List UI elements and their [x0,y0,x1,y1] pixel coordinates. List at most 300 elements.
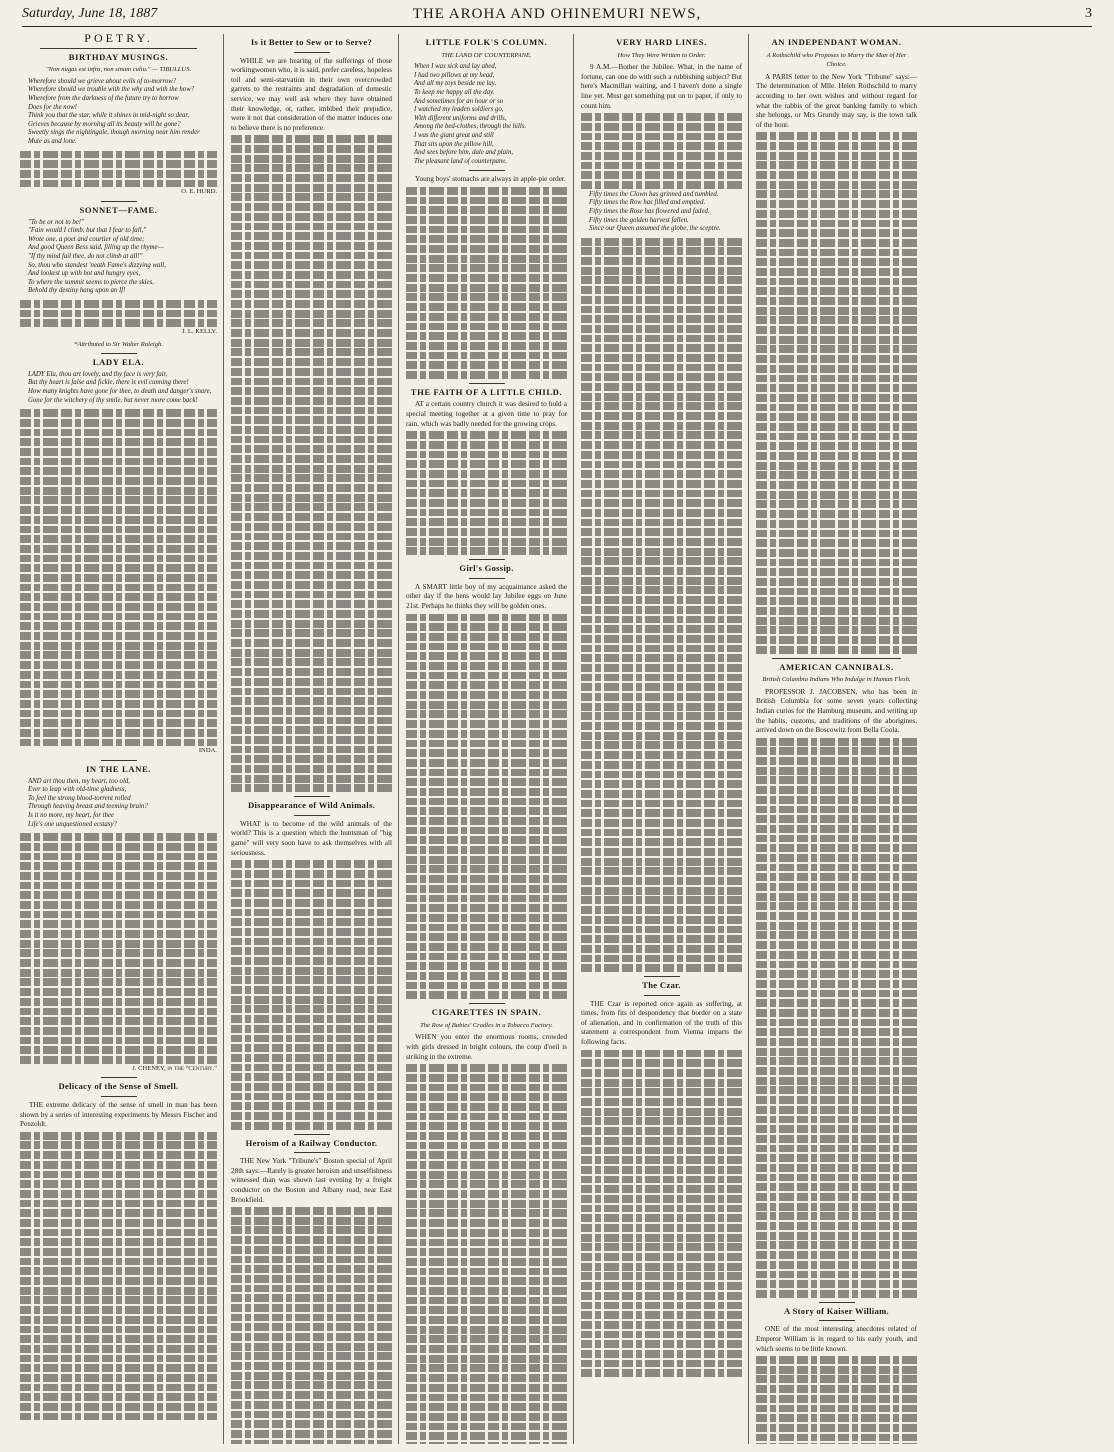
text-line [231,474,392,482]
divider [294,796,330,797]
text-line [581,1185,742,1193]
text-line [231,397,392,405]
text-line [756,1067,917,1075]
text-line [20,1180,217,1188]
article-lead: PROFESSOR J. JACOBSEN, who has been in British Columbia for some seven years collecting Indian curios for the Hamburg museum, and writing up the habits, customs, and traditions of the aborigines, arrived down on the Boscowitz from Bella Coola. [756,687,917,735]
text-line [231,1217,392,1225]
text-line [581,596,742,604]
text-line [20,1277,217,1285]
text-line [756,1028,917,1036]
text-line [20,1374,217,1382]
article-title: Disappearance of Wild Animals. [247,800,376,811]
text-line [406,1190,567,1198]
text-line [231,145,392,153]
text-line [406,1326,567,1334]
text-line [406,460,567,468]
text-line [581,181,742,189]
text-line [231,1207,392,1215]
text-line [581,1069,742,1077]
text-line [231,281,392,289]
text-line [756,796,917,804]
text-line [231,1440,392,1444]
text-line [231,1256,392,1264]
text-line [756,980,917,988]
text-line [406,1287,567,1295]
text-line [406,943,567,951]
text-line [756,181,917,189]
text-line [756,220,917,228]
text-line [406,1394,567,1402]
text-line [231,135,392,143]
divider [294,815,330,816]
article-lead: ONE of the most interesting anecdotes related of Emperor William is in regard to his early youth, and which seems to be little known. [756,1325,917,1353]
text-line [231,1102,392,1110]
text-line [756,617,917,625]
text-line [406,1258,567,1266]
text-line [756,500,917,508]
text-line [756,1241,917,1249]
text-line [231,1054,392,1062]
text-line [231,416,392,424]
text-line [756,190,917,198]
column-4 [573,34,748,1444]
text-line [756,423,917,431]
text-line [231,591,392,599]
text-line [756,747,917,755]
text-line [581,683,742,691]
text-line [756,336,917,344]
text-line [756,1232,917,1240]
page-number: 3 [1085,6,1092,21]
text-line [406,633,567,641]
text-line [406,1403,567,1411]
text-line [756,912,917,920]
text-line [581,1292,742,1300]
text-line [581,1098,742,1106]
text-line [406,489,567,497]
text-line [406,1200,567,1208]
text-line [231,358,392,366]
text-line [20,1141,217,1149]
text-line [756,1443,917,1444]
text-line [20,700,217,708]
text-line [20,862,217,870]
divider [101,353,137,354]
text-line [20,1027,217,1035]
text-line [581,1117,742,1125]
text-line [581,1331,742,1339]
text-line [406,914,567,922]
text-line [406,720,567,728]
article-title: Heroism of a Railway Conductor. [245,1137,378,1148]
divider [469,1003,505,1004]
text-line [581,916,742,924]
text-line [756,1261,917,1269]
text-line [406,662,567,670]
text-line [581,123,742,131]
divider [294,52,330,53]
poem-text: LADY Ela, thou art lovely, and thy face is very fair, But thy heart is false and fickle, there is evil cunning there! How many knights have gone for thee, to death and danger's snare, Gone for the witchery of thy smile, but never more come back! [28,370,212,404]
text-line [406,614,567,622]
text-line [581,499,742,507]
text-line [231,184,392,192]
text-line [231,494,392,502]
text-line [20,1037,217,1045]
text-line [581,848,742,856]
text-line [231,329,392,337]
text-line [406,274,567,282]
text-line [231,736,392,744]
text-line [231,688,392,696]
divider [294,1134,330,1135]
text-line [756,1086,917,1094]
text-line [581,538,742,546]
text-line [406,788,567,796]
text-line [406,1384,567,1392]
text-line [231,765,392,773]
text-line [406,1142,567,1150]
text-line [581,548,742,556]
text-line [406,226,567,234]
masthead [22,4,1092,27]
text-line [20,1056,217,1064]
article-lead: WHEN you enter the enormous rooms, crowded with girls dressed in bright colours, the coup d'oeil is striking in the extreme. [406,1033,567,1061]
text-line [756,1212,917,1220]
text-line [581,441,742,449]
text-line [406,1161,567,1169]
text-line [756,1057,917,1065]
text-line [756,1077,917,1085]
divider [469,559,505,560]
text-line [581,1224,742,1232]
text-line [20,535,217,543]
text-line [20,1413,217,1421]
text-line [756,1366,917,1374]
text-line [406,441,567,449]
article-title: The Czar. [642,980,681,991]
text-line [756,316,917,324]
text-line [756,990,917,998]
text-line [581,926,742,934]
poem-text: "To be or not to be!" "Fain would I climb, but that I fear to fall," Wrote one, a poet and courtier of old time; And good Queen Bess said, filling up the rhyme— "If thy mind fail thee, do not climb at all!" So, thou who standest 'neath Fame's dizzying wall, And lookest up with hot and hungry eyes, To where the summit seems to pierce the skies, Behold thy destiny hang upon an If! [28,218,166,295]
text-line [406,323,567,331]
text-line [231,629,392,637]
text-line [20,969,217,977]
text-line [581,315,742,323]
text-line [231,1226,392,1234]
text-line [581,1176,742,1184]
text-line [231,600,392,608]
text-line [406,1374,567,1382]
text-line [20,690,217,698]
text-line [581,1311,742,1319]
text-line [756,864,917,872]
text-line [231,562,392,570]
text-line [20,1008,217,1016]
text-line [756,1405,917,1413]
text-line [20,1209,217,1217]
text-line [406,431,567,439]
text-line [231,348,392,356]
text-line [581,1108,742,1116]
text-line [406,264,567,272]
text-line [406,1297,567,1305]
text-line [756,152,917,160]
text-line [581,896,742,904]
text-line [581,325,742,333]
article-title: Delicacy of the Sense of Smell. [58,1081,179,1092]
text-line [581,1253,742,1261]
text-line [20,603,217,611]
text-line [581,761,742,769]
text-line [406,284,567,292]
text-line [756,132,917,140]
text-line [20,458,217,466]
text-line [20,300,217,308]
text-line [756,578,917,586]
issue-date: Saturday, June 18, 1887 [22,6,158,21]
text-line [756,326,917,334]
text-line [581,267,742,275]
poem-author: J. L. KELLY. [182,328,217,336]
poem-text: When I was sick and lay abed, I had two pillows at my head, And all my toys beside me lay, To keep me happy all the day. And sometimes for an hour or so I watched my leaden soldiers go, With different uniforms and drills, Among the bed-clothes, through the hills. I was the giant great and still That sits upon the pillow hill, And sees before him, dale and plain, The pleasant land of counterpane. [414,63,527,165]
text-line [756,767,917,775]
text-line [581,1321,742,1329]
article-title: AN INDEPENDANT WOMAN. [771,37,902,47]
text-line [406,875,567,883]
text-line [756,1193,917,1201]
text-line [20,1306,217,1314]
text-line [231,1362,392,1370]
text-line [20,843,217,851]
text-line [406,518,567,526]
article-subtitle: THE LAND OF COUNTERPANE. [441,51,532,59]
text-line [756,757,917,765]
text-line [20,1335,217,1343]
text-line [20,920,217,928]
text-line [581,1059,742,1067]
text-line [20,1384,217,1392]
text-line [406,1064,567,1072]
divider [101,201,137,202]
text-line [581,1350,742,1358]
text-line [20,1161,217,1169]
text-line [231,928,392,936]
text-line [20,1393,217,1401]
text-line [20,467,217,475]
text-line [231,368,392,376]
text-line [20,448,217,456]
text-line [756,597,917,605]
text-line [231,1304,392,1312]
text-line [581,567,742,575]
divider [469,383,505,384]
text-line [231,610,392,618]
text-line [406,1248,567,1256]
poem-title: SONNET—FAME. [79,204,158,215]
text-line [581,247,742,255]
text-line [406,672,567,680]
poem-title: IN THE LANE. [85,764,152,775]
text-line [406,1084,567,1092]
text-line [756,249,917,257]
text-line [756,1116,917,1124]
text-line [581,800,742,808]
text-line [406,759,567,767]
text-line [756,1009,917,1017]
text-line [20,477,217,485]
text-line [231,1005,392,1013]
text-line [581,296,742,304]
text-line [406,197,567,205]
text-line [231,639,392,647]
article-lead: THE New York "Tribune's" Boston special of April 28th says:—Rarely is greater heroism and unselfishness witnessed than was shown last evening by a freight conductor on the Boston and Albany road, near East Brookfield. [231,1157,392,1204]
column-3 [398,34,573,1444]
text-line [756,1280,917,1288]
text-line [231,232,392,240]
text-line [756,287,917,295]
text-line [20,1046,217,1054]
poetry-section-heading: POETRY. [84,34,153,45]
text-line [20,1267,217,1275]
text-line [20,1316,217,1324]
text-line [406,933,567,941]
column-5 [748,34,923,1444]
text-line [756,142,917,150]
text-line [581,906,742,914]
text-line [581,1272,742,1280]
text-line [406,740,567,748]
text-line [756,1375,917,1383]
text-line [406,1442,567,1444]
text-line [581,616,742,624]
article-title: THE FAITH OF A LITTLE CHILD. [410,386,563,397]
text-line [406,1171,567,1179]
text-line [406,480,567,488]
text-line [756,413,917,421]
text-line [20,1190,217,1198]
text-line [20,1326,217,1334]
text-line [756,520,917,528]
text-line [756,1106,917,1114]
text-line [581,732,742,740]
text-line [20,1345,217,1353]
text-line [231,261,392,269]
text-line [756,1424,917,1432]
article-lead: Young boys' stomachs are always in apple-pie order. [415,175,566,184]
text-line [756,491,917,499]
text-line [231,174,392,182]
text-line [581,577,742,585]
text-line [581,344,742,352]
text-line [406,342,567,350]
poem-title: BIRTHDAY MUSINGS. [68,51,169,62]
article-title: A Story of Kaiser William. [784,1305,889,1316]
text-line [581,1156,742,1164]
text-line [756,452,917,460]
text-line [581,964,742,972]
text-line [20,622,217,630]
text-line [581,142,742,150]
text-line [231,707,392,715]
text-line [406,293,567,301]
text-line [231,957,392,965]
text-line [581,741,742,749]
text-line [756,951,917,959]
text-line [406,255,567,263]
text-line [756,607,917,615]
divider [101,760,137,761]
text-line [756,873,917,881]
text-line [581,867,742,875]
text-line [406,962,567,970]
text-line [406,807,567,815]
text-line [406,303,567,311]
divider [101,1077,137,1078]
text-line [231,870,392,878]
text-line [581,152,742,160]
text-line [581,113,742,121]
text-line [20,1248,217,1256]
text-line [231,1333,392,1341]
text-line [20,872,217,880]
text-line [231,1236,392,1244]
text-line [581,335,742,343]
text-line [756,1414,917,1422]
text-line [756,1222,917,1230]
text-line [756,999,917,1007]
text-line [756,384,917,392]
text-line [231,976,392,984]
text-line [20,564,217,572]
text-line [406,1093,567,1101]
text-line [20,545,217,553]
text-line [581,645,742,653]
text-line [756,854,917,862]
text-line [406,528,567,536]
text-line [756,776,917,784]
text-line [231,1035,392,1043]
text-line [20,853,217,861]
text-line [406,904,567,912]
text-line [756,815,917,823]
text-line [20,1132,217,1140]
text-line [756,588,917,596]
text-line [581,286,742,294]
text-line [20,891,217,899]
text-line [756,844,917,852]
text-line [581,383,742,391]
text-line [406,1132,567,1140]
text-line [231,620,392,628]
text-line [581,480,742,488]
text-line [756,1135,917,1143]
text-line [756,171,917,179]
text-line [406,798,567,806]
column-1 [20,34,223,1444]
text-line [581,461,742,469]
text-line [231,252,392,260]
text-line [20,729,217,737]
text-line [756,355,917,363]
text-line [581,635,742,643]
article-lead: WHILE we are hearing of the sufferings of those workingwomen who, it is said, prefer careless, hopeless toil and semi-starvation in their own overcrowded garrets to the restraints and degradation of domestic service, we may well ask where they have obtained their knowledge, or, rather, imbibed their prejudice, were it not that consideration of the matter induces one to believe there is no preference. [231,56,392,132]
text-line [581,1369,742,1377]
text-line [20,170,217,178]
text-line [20,949,217,957]
text-line [406,972,567,980]
text-line [231,300,392,308]
